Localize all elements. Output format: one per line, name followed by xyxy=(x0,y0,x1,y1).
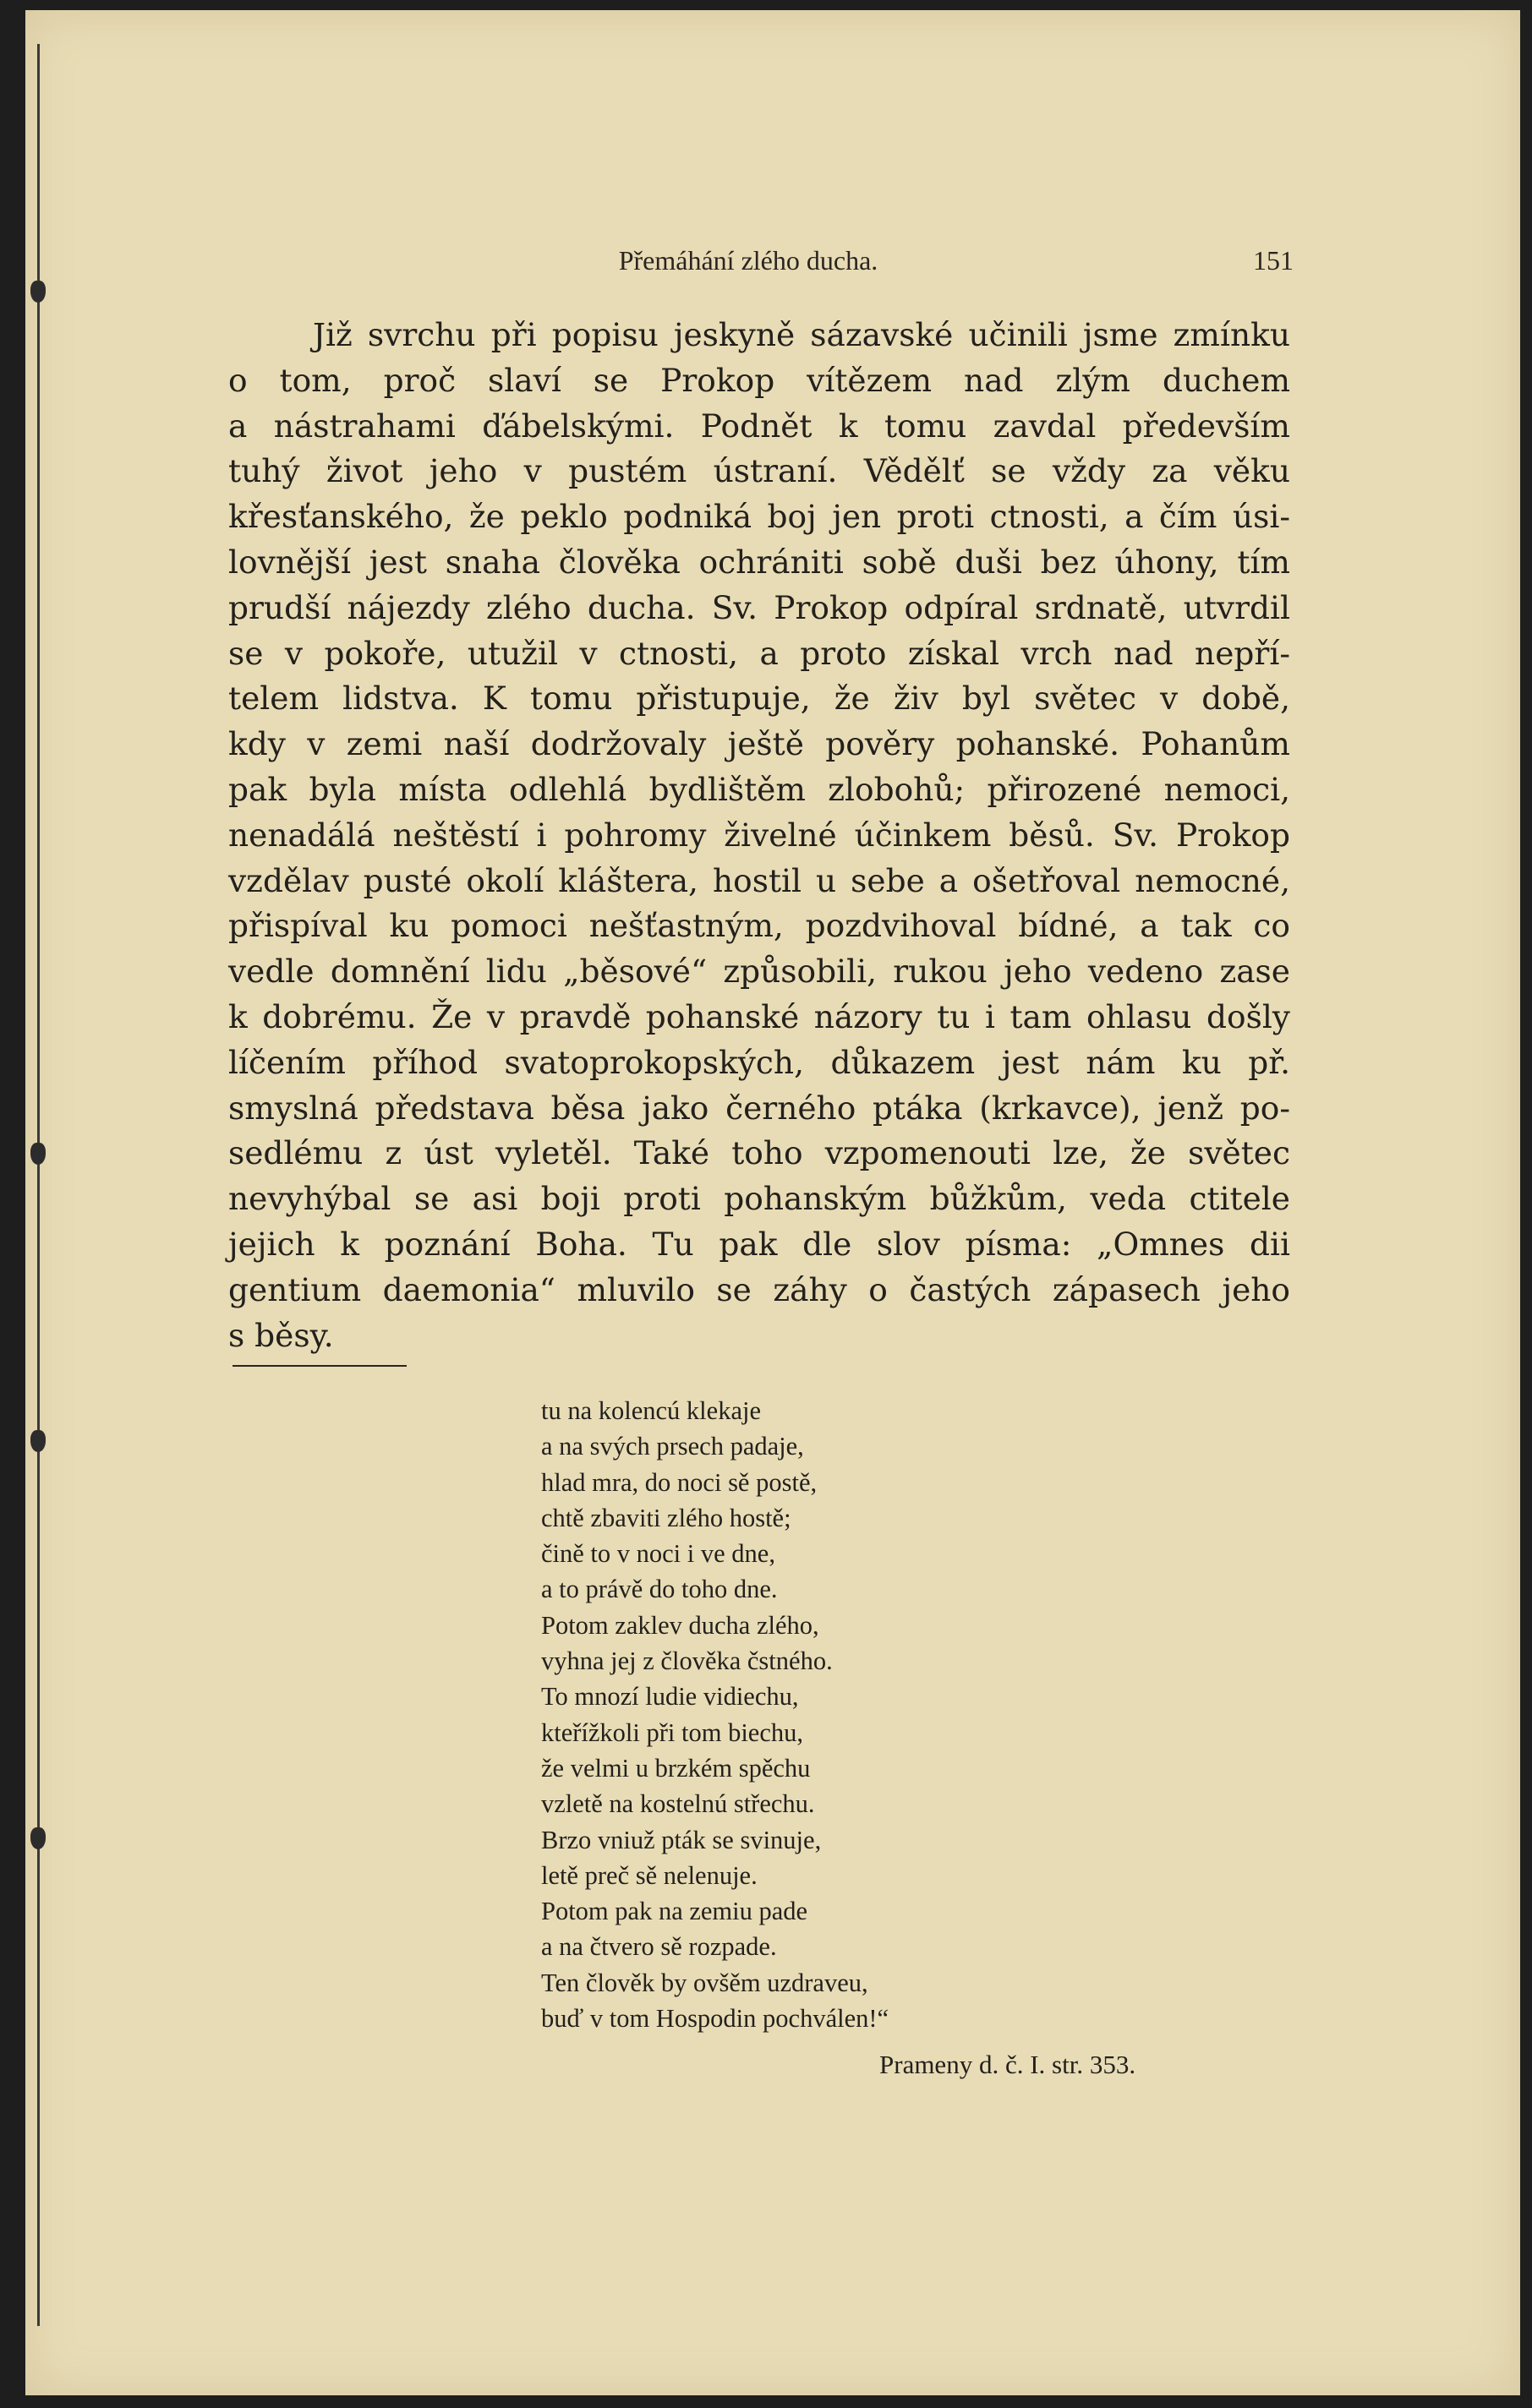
verse-line: a na svých prsech padaje, xyxy=(541,1432,804,1461)
body-line: s běsy. xyxy=(228,1316,334,1354)
verse-line: vyhna jej z člověka čstného. xyxy=(541,1646,833,1676)
body-line: vzdělav pusté okolí kláštera, hostil u sebe a ošetřoval nemocné, xyxy=(228,861,1290,899)
body-line: pak byla místa odlehlá bydlištěm zlobohů; přirozené nemoci, xyxy=(228,770,1290,808)
verse-line: že velmi u brzkém spěchu xyxy=(541,1753,811,1783)
verse-line: Potom zaklev ducha zlého, xyxy=(541,1610,819,1640)
verse-line: čině to v noci i ve dne, xyxy=(541,1539,775,1569)
source-citation: Prameny d. č. I. str. 353. xyxy=(879,2050,1136,2079)
body-line: přispíval ku pomoci nešťastným, pozdvihoval bídné, a tak co xyxy=(228,907,1290,945)
running-head xyxy=(203,245,1294,287)
body-line: kdy v zemi naší dodržovaly ještě pověry pohanské. Pohanům xyxy=(228,725,1290,763)
body-line: křesťanského, že peklo podniká boj jen proti ctnosti, a čím úsi- xyxy=(228,498,1290,536)
body-line: o tom, proč slaví se Prokop vítězem nad zlým duchem xyxy=(228,361,1290,399)
body-line: nevyhýbal se asi boji proti pohanským bůžkům, veda ctitele xyxy=(228,1180,1290,1218)
binding-mark xyxy=(30,1143,46,1165)
body-line: se v pokoře, utužil v ctnosti, a proto získal vrch nad nepří- xyxy=(228,634,1290,672)
body-line: sedlému z úst vyletěl. Také toho vzpomenouti lze, že světec xyxy=(228,1134,1290,1172)
body-line: k dobrému. Že v pravdě pohanské názory tu i tam ohlasu došly xyxy=(228,997,1290,1035)
verse-line: tu na kolencú klekaje xyxy=(541,1396,761,1425)
verse-line: Potom pak na zemiu pade xyxy=(541,1897,808,1926)
body-line: vedle domnění lidu „běsové“ způsobili, rukou jeho vedeno zase xyxy=(228,953,1290,991)
body-line: nenadálá neštěstí i pohromy živelné účinkem běsů. Sv. Prokop xyxy=(228,816,1290,854)
body-line: prudší nájezdy zlého ducha. Sv. Prokop odpíral srdnatě, utvrdil xyxy=(228,588,1290,626)
verse-line: buď v tom Hospodin pochválen!“ xyxy=(541,2004,889,2034)
verse-line: vzletě na kostelnú střechu. xyxy=(541,1789,815,1819)
verse-line: a to právě do toho dne. xyxy=(541,1575,778,1604)
binding-mark xyxy=(30,1827,46,1849)
body-line: Již svrchu při popisu jeskyně sázavské učinili jsme zmínku xyxy=(313,316,1290,353)
running-title: Přemáhání zlého ducha. xyxy=(618,245,878,276)
verse-line: Ten člověk by ovšěm uzdraveu, xyxy=(541,1968,868,1997)
verse-line: a na čtvero sě rozpade. xyxy=(541,1932,777,1962)
verse-line: To mnozí ludie vidiechu, xyxy=(541,1682,799,1712)
binding-mark xyxy=(30,1430,46,1452)
body-paragraph xyxy=(228,313,1290,1358)
body-line: smyslná představa běsa jako černého ptáka (krkavce), jenž po- xyxy=(228,1089,1290,1127)
body-line: jejich k poznání Boha. Tu pak dle slov písma: „Omnes dii xyxy=(228,1225,1290,1263)
verse-line: chtě zbaviti zlého hostě; xyxy=(541,1503,791,1532)
binding-mark xyxy=(30,281,46,303)
body-line: lovnější jest snaha člověka ochrániti sobě duši bez úhony, tím xyxy=(228,543,1290,581)
page-number: 151 xyxy=(1253,245,1294,276)
body-line: telem lidstva. K tomu přistupuje, že živ byl světec v době, xyxy=(228,680,1290,718)
body-line: líčením příhod svatoprokopských, důkazem jest nám ku př. xyxy=(228,1043,1290,1081)
body-line: gentium daemonia“ mluvilo se záhy o častých zápasech jeho xyxy=(228,1270,1290,1308)
body-line: a nástrahami ďábelskými. Podnět k tomu zavdal především xyxy=(228,407,1290,445)
verse-line: hlad mra, do noci sě postě, xyxy=(541,1467,818,1497)
verse-line: kteřížkoli při tom biechu, xyxy=(541,1717,804,1747)
verse-line: letě preč sě nelenuje. xyxy=(541,1860,758,1890)
verse-line: Brzo vniuž pták se svinuje, xyxy=(541,1825,822,1854)
body-line: tuhý život jeho v pustém ústraní. Vědělť se vždy za věku xyxy=(228,452,1290,490)
footnote-rule xyxy=(233,1365,407,1367)
verse-quotation xyxy=(541,1393,1082,2036)
binding-edge xyxy=(37,44,40,2326)
